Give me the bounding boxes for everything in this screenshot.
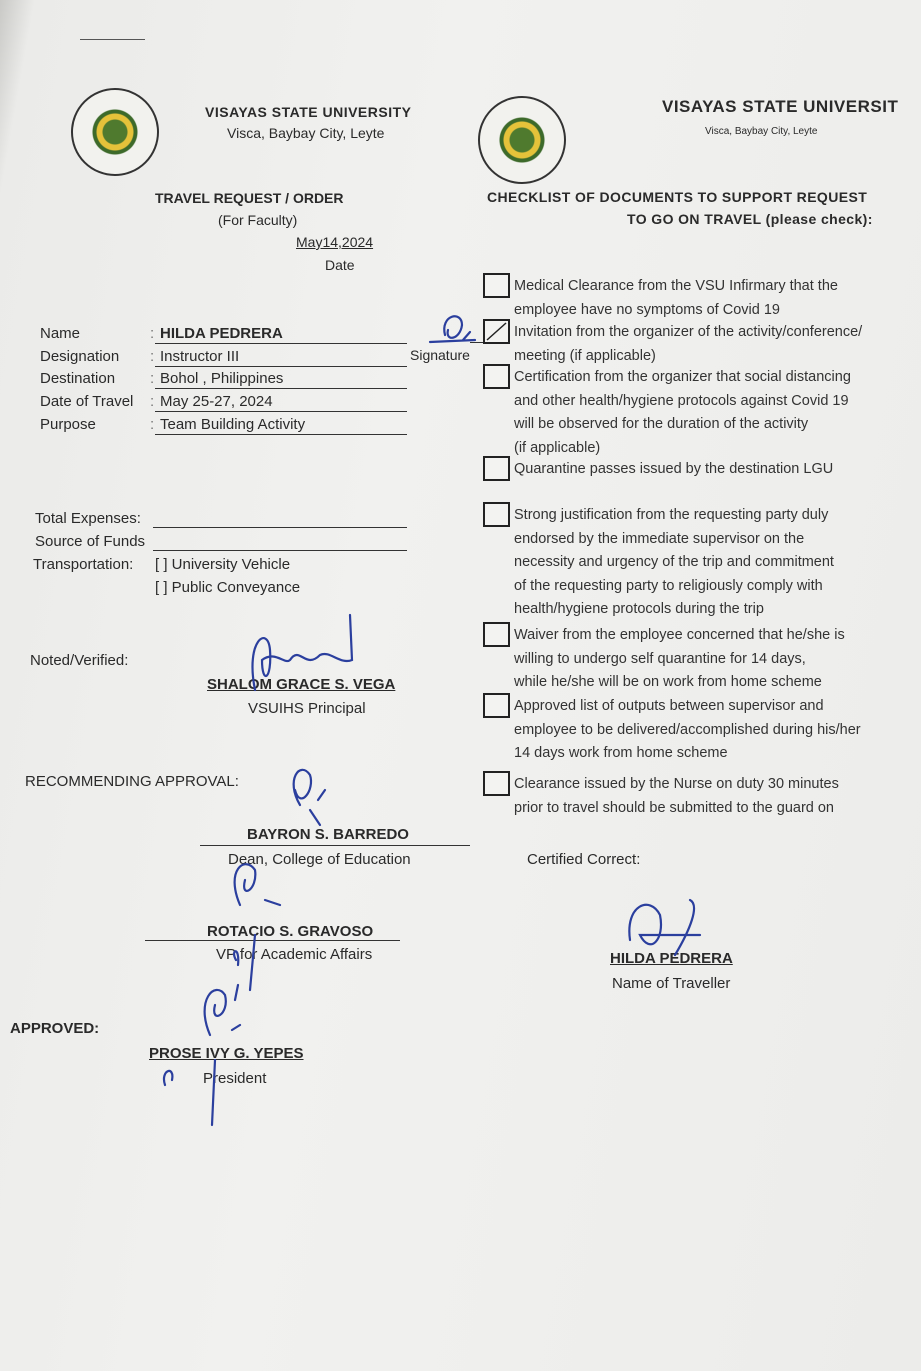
checklist-item-text: employee to be delivered/accomplished during his/her — [514, 721, 861, 738]
checklist-item-text: Invitation from the organizer of the activity/conference/ — [514, 324, 863, 340]
field-label: Name — [40, 325, 81, 342]
checklist-item-text: 14 days work from home scheme — [514, 745, 728, 761]
field-label: Destination — [40, 370, 116, 387]
field-value[interactable]: Instructor III — [160, 348, 240, 365]
total-expenses-line — [153, 527, 407, 528]
checklist-item-text: Clearance issued by the Nurse on duty 30 minutes — [514, 776, 839, 792]
field-underline — [155, 411, 407, 412]
field-colon: : — [150, 370, 155, 387]
rec1-title: Dean, College of Education — [228, 851, 411, 868]
signature-barredo-stroke — [310, 810, 320, 825]
field-value[interactable]: HILDA PEDRERA — [160, 325, 283, 342]
checklist-item-text: health/hygiene protocols during the trip — [514, 601, 764, 617]
field-colon: : — [150, 325, 155, 342]
rec2-name: ROTACIO S. GRAVOSO — [207, 923, 374, 940]
university-seal-left — [71, 88, 159, 176]
field-value[interactable]: Bohol , Philippines — [160, 370, 284, 387]
rec1-name: BAYRON S. BARREDO — [247, 826, 409, 843]
field-value[interactable]: Team Building Activity — [160, 416, 306, 433]
rec2-line — [145, 940, 400, 941]
field-colon: : — [150, 348, 155, 365]
option-university-vehicle[interactable]: [ ] University Vehicle — [155, 556, 291, 573]
university-address-right: Visca, Baybay City, Leyte — [705, 126, 818, 137]
rec2-title: VP for Academic Affairs — [216, 946, 373, 963]
field-colon: : — [150, 416, 155, 433]
checklist-title-2: TO GO ON TRAVEL (please check): — [627, 211, 873, 227]
field-underline — [155, 388, 407, 389]
approved-name: PROSE IVY G. YEPES — [149, 1045, 304, 1062]
checklist-item-text: and other health/hygiene protocols against Covid 19 — [514, 392, 849, 409]
checklist-item-text: employee have no symptoms of Covid 19 — [514, 301, 780, 318]
checklist-item-text: of the requesting party to religiously comply with — [514, 577, 823, 594]
signature-traveller-top — [430, 316, 475, 342]
checklist-item-text: Certification from the organizer that social distancing — [514, 369, 851, 385]
checklist-item-text: meeting (if applicable) — [514, 347, 656, 364]
option-public-conveyance[interactable]: [ ] Public Conveyance — [155, 579, 301, 596]
form-date-value: May14,2024 — [296, 234, 374, 250]
noted-name: SHALOM GRACE S. VEGA — [207, 676, 396, 693]
field-underline — [155, 366, 407, 367]
university-name-right: VISAYAS STATE UNIVERSIT — [662, 97, 899, 116]
field-value[interactable]: May 25-27, 2024 — [160, 393, 273, 410]
traveller-name: HILDA PEDRERA — [610, 950, 733, 967]
checklist-checkbox[interactable] — [483, 456, 510, 481]
checklist-checkbox[interactable] — [483, 693, 510, 718]
certified-label: Certified Correct: — [527, 851, 641, 868]
checklist-item-text: willing to undergo self quarantine for 14 days, — [514, 650, 806, 667]
checklist-item-text: prior to travel should be submitted to the guard on — [514, 799, 834, 816]
checklist-item-text: necessity and urgency of the trip and commitment — [514, 554, 834, 570]
field-underline — [155, 343, 407, 344]
checklist-checkbox[interactable] — [483, 502, 510, 527]
noted-label: Noted/Verified: — [30, 652, 129, 669]
checklist-title-1: CHECKLIST OF DOCUMENTS TO SUPPORT REQUEST — [487, 189, 868, 205]
checklist-item-text: (if applicable) — [514, 439, 601, 456]
checklist-checkbox[interactable] — [483, 622, 510, 647]
signature-barredo — [294, 770, 325, 805]
field-colon: : — [150, 393, 155, 410]
field-underline — [155, 434, 407, 435]
field-label: Designation — [40, 348, 120, 365]
approved-label: APPROVED: — [10, 1020, 100, 1037]
field-label: Purpose — [40, 416, 96, 433]
university-seal-right — [478, 96, 566, 184]
checklist-item-text: while he/she will be on work from home scheme — [514, 674, 822, 690]
form-title: TRAVEL REQUEST / ORDER — [155, 190, 344, 206]
traveller-title: Name of Traveller — [612, 975, 731, 992]
checklist-checkbox[interactable] — [483, 273, 510, 298]
recommending-label: RECOMMENDING APPROVAL: — [25, 773, 239, 790]
signature-label: Signature — [410, 347, 470, 363]
form-date-label: Date — [325, 257, 355, 273]
checklist-item-text: Medical Clearance from the VSU Infirmary that the — [514, 278, 838, 294]
checklist-item-text: Waiver from the employee concerned that he/she is — [514, 627, 845, 643]
total-expenses-label: Total Expenses: — [35, 510, 141, 527]
checklist-item-text: will be observed for the duration of the activity — [514, 416, 809, 432]
form-subtitle: (For Faculty) — [218, 212, 298, 228]
checklist-item-text: Approved list of outputs between supervisor and — [514, 698, 824, 714]
pen-mark — [80, 39, 145, 40]
rec1-line — [200, 845, 470, 846]
field-label: Date of Travel — [40, 393, 134, 410]
checklist-item-text: endorsed by the immediate supervisor on the — [514, 530, 805, 547]
source-of-funds-line — [153, 550, 407, 551]
check-mark-icon — [485, 321, 508, 342]
checklist-checkbox[interactable] — [483, 364, 510, 389]
university-name-left: VISAYAS STATE UNIVERSITY — [205, 104, 412, 120]
signature-traveller-bottom — [629, 900, 700, 955]
checklist-item-text: Quarantine passes issued by the destination LGU — [514, 461, 834, 477]
noted-title: VSUIHS Principal — [248, 700, 366, 717]
university-address-left: Visca, Baybay City, Leyte — [227, 125, 385, 141]
approved-title: President — [203, 1070, 267, 1087]
checklist-item-text: Strong justification from the requesting party duly — [514, 507, 829, 523]
source-of-funds-label: Source of Funds — [35, 533, 146, 550]
checklist-checkbox[interactable] — [483, 771, 510, 796]
checklist-checkbox[interactable] — [483, 319, 510, 344]
transportation-label: Transportation: — [33, 556, 134, 573]
